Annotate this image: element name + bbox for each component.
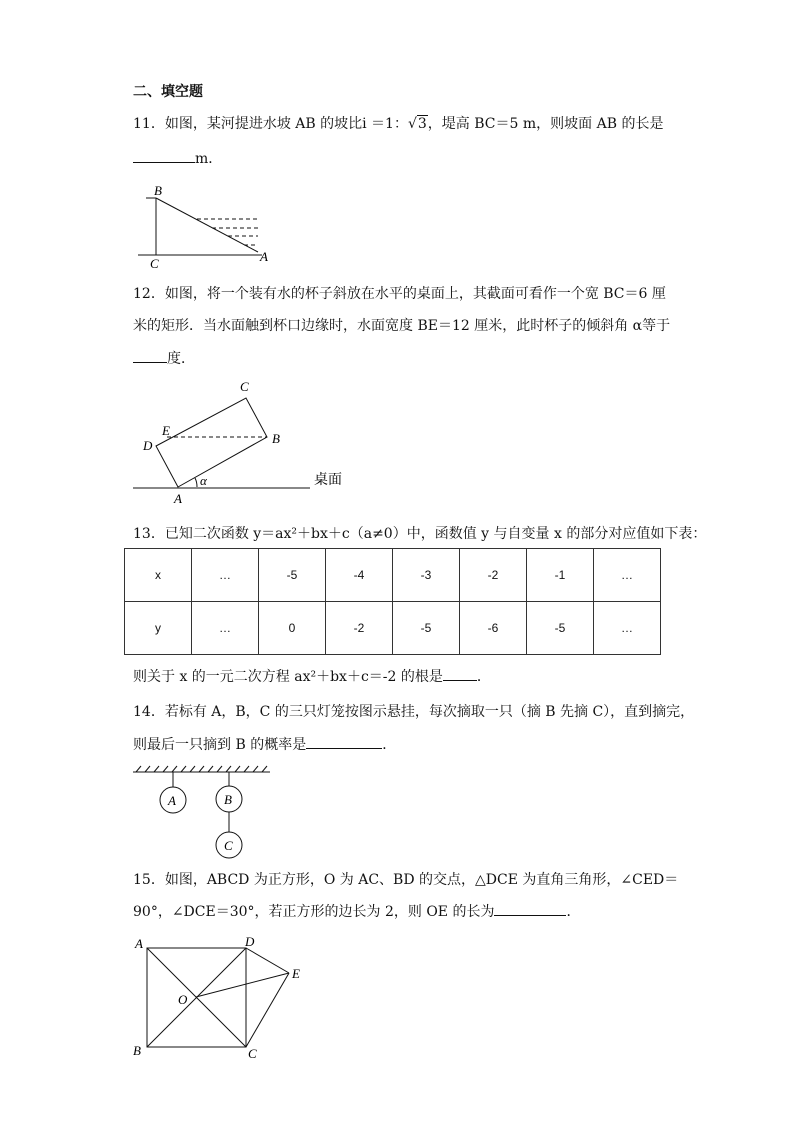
q15-line-oe <box>196 973 289 997</box>
q12-line3 <box>133 348 195 369</box>
q14-question: 则最后一只摘到 B 的概率是 <box>133 737 307 753</box>
table-cell: … <box>594 602 661 655</box>
q15-label-c: C <box>248 1046 257 1061</box>
table-cell: x <box>125 549 192 602</box>
q15-line-ce <box>246 973 289 1047</box>
table-cell: … <box>192 602 259 655</box>
table-row <box>125 602 661 655</box>
q15-label-e: E <box>292 966 300 981</box>
table-cell: -5 <box>527 602 594 655</box>
q12-label-e: E <box>162 423 170 438</box>
table-row <box>125 549 661 602</box>
table-cell: -2 <box>326 602 393 655</box>
q14-ceiling-hatch <box>136 766 267 772</box>
q15-label-a: A <box>135 936 143 951</box>
q14-label-a: A <box>168 793 176 808</box>
q12-angle-arc <box>195 478 197 487</box>
q15-answer-blank[interactable] <box>494 901 566 916</box>
q15-figure <box>147 948 289 1047</box>
q13-line1: 13．已知二次函数 y＝ax²＋bx＋c（a≠0）中，函数值 y 与自变量 x 的部分对应值如下表： <box>133 526 707 542</box>
table-cell: 0 <box>259 602 326 655</box>
q14-label-c: C <box>224 838 233 853</box>
q14-line2 <box>133 734 396 755</box>
q11-unit: m． <box>195 151 223 167</box>
q15-label-b: B <box>133 1043 141 1058</box>
q12-line2: 米的矩形．当水面触到杯口边缘时，水面宽度 BE＝12 厘米，此时杯子的倾斜角 α等于 <box>133 318 671 334</box>
table-cell: -6 <box>460 602 527 655</box>
q11-label-a: A <box>260 249 268 264</box>
q11-figure <box>138 198 262 255</box>
q12-label-b: B <box>272 431 280 446</box>
table-cell: -1 <box>527 549 594 602</box>
table-cell: -2 <box>460 549 527 602</box>
sqrt-3: √3 <box>407 116 427 132</box>
table-cell: -5 <box>259 549 326 602</box>
q14-period: ． <box>382 737 397 753</box>
q14-line1: 14．若标有 A，B，C 的三只灯笼按图示悬挂，每次摘取一只（摘 B 先摘 C），直到摘完， <box>133 704 695 720</box>
q12-label-alpha: α <box>200 473 207 488</box>
q12-label-c: C <box>240 379 249 394</box>
q11-label-b: B <box>154 183 162 198</box>
q13-line2 <box>133 666 491 687</box>
q11-text-a: 11．如图，某河提进水坡 AB 的坡比i ＝1： <box>133 116 408 132</box>
table-cell: -3 <box>393 549 460 602</box>
q14-label-b: B <box>224 792 232 807</box>
q14-answer-blank[interactable] <box>306 734 382 749</box>
q12-label-desk: 桌面 <box>314 473 342 488</box>
section-title: 二、填空题 <box>133 84 203 100</box>
q12-answer-blank[interactable] <box>133 348 167 363</box>
q15-line2 <box>133 901 580 922</box>
q11-label-c: C <box>150 256 159 271</box>
table-cell: … <box>594 549 661 602</box>
q15-label-d: D <box>245 934 255 949</box>
q12-cup-rectangle <box>156 398 267 487</box>
q15-label-o: O <box>178 992 188 1007</box>
q12-figure <box>133 398 310 488</box>
table-cell: y <box>125 602 192 655</box>
q11-slope-ab <box>156 198 258 252</box>
q14-figure <box>133 766 270 858</box>
q12-line1: 12．如图，将一个装有水的杯子斜放在水平的桌面上，其截面可看作一个宽 BC＝6 厘 <box>133 286 666 302</box>
q12-label-a: A <box>174 491 182 506</box>
table-cell: … <box>192 549 259 602</box>
q15-line-de <box>246 948 289 973</box>
table-cell: -4 <box>326 549 393 602</box>
q13-answer-blank[interactable] <box>443 666 477 681</box>
q12-unit: 度． <box>167 351 195 367</box>
q15-question: 90°，∠DCE＝30°，若正方形的边长为 2，则 OE 的长为 <box>133 904 495 920</box>
q13-question: 则关于 x 的一元二次方程 ax²＋bx＋c＝-2 的根是 <box>133 669 443 685</box>
q11-text-b: ，堤高 BC＝5 m，则坡面 AB 的长是 <box>427 116 664 132</box>
q13-period: ． <box>476 669 491 685</box>
q12-label-d: D <box>143 438 153 453</box>
q13-value-table <box>124 548 661 655</box>
table-cell: -5 <box>393 602 460 655</box>
q15-period: ． <box>566 904 581 920</box>
q15-line1: 15．如图，ABCD 为正方形，O 为 AC、BD 的交点，△DCE 为直角三角形，∠CED＝ <box>133 872 679 888</box>
